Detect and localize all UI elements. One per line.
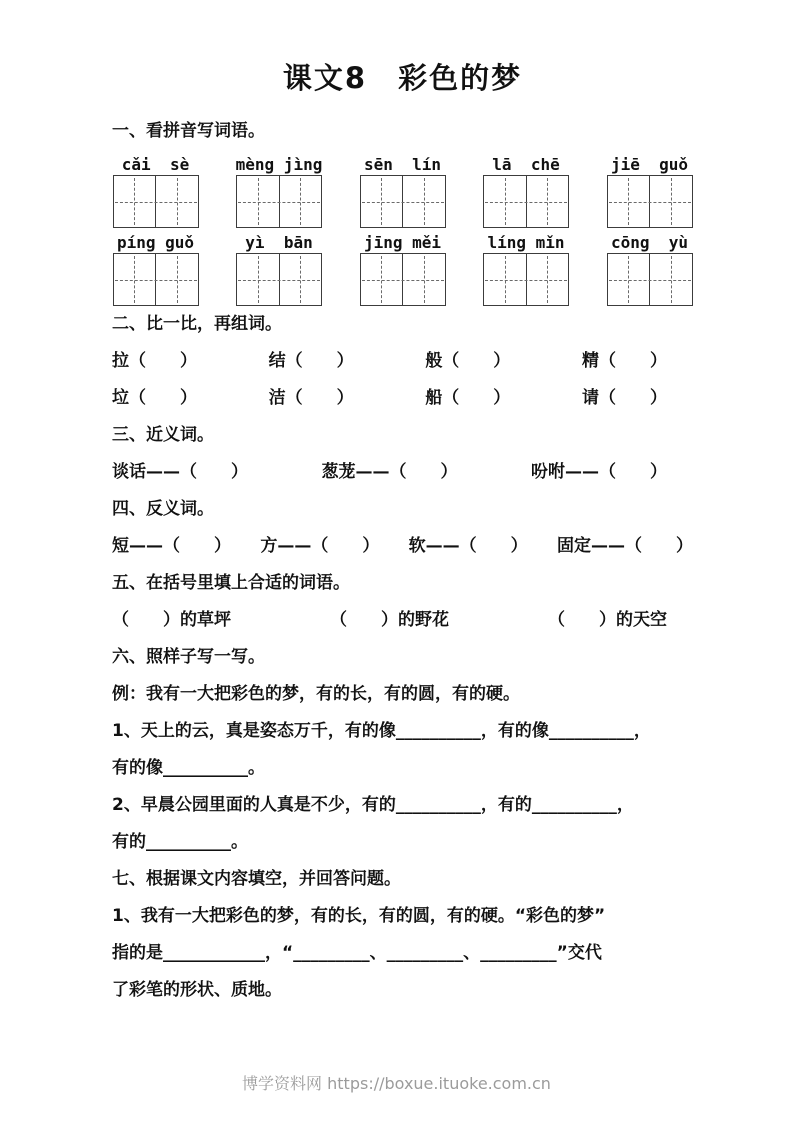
word-compare-item: 请（ ） <box>581 388 667 408</box>
tianzige-midline <box>609 280 691 281</box>
pinyin-label: yì bān <box>245 233 313 252</box>
section-6-q2-line2: 有的__________。 <box>112 832 248 852</box>
pinyin-label: líng mǐn <box>487 233 565 252</box>
section-6-example: 例：我有一大把彩色的梦，有的长，有的圆，有的硬。 <box>112 684 520 704</box>
section-6-heading: 六、照样子写一写。 <box>112 647 265 667</box>
tianzige-midline <box>238 202 320 203</box>
section-6-q2-line1: 2、早晨公园里面的人真是不少，有的__________，有的__________， <box>112 795 634 815</box>
tianzige-box <box>607 253 693 306</box>
pinyin-label: cǎi sè <box>121 155 190 174</box>
tianzige-box <box>360 175 446 228</box>
word-compare-item: 船（ ） <box>425 388 511 408</box>
footer-credit: 博学资料网 https://boxue.ituoke.com.cn <box>242 1074 551 1093</box>
pinyin-grid-row-2 <box>112 232 693 306</box>
section-3-row <box>112 454 693 491</box>
section-2-row-1 <box>112 343 693 380</box>
word-compare-item: 垃（ ） <box>112 388 197 408</box>
pinyin-label: cōng yù <box>610 233 689 252</box>
synonym-item: 吩咐——（ ） <box>531 462 667 482</box>
word-compare-item: 精（ ） <box>581 351 667 371</box>
tianzige-box <box>236 175 322 228</box>
pinyin-word-group <box>236 232 323 306</box>
tianzige-box <box>236 253 322 306</box>
tianzige-midline <box>609 202 691 203</box>
section-5-heading: 五、在括号里填上合适的词语。 <box>112 573 350 593</box>
pinyin-word-group <box>606 154 693 228</box>
pinyin-word-group <box>359 154 446 228</box>
section-1-heading: 一、看拼音写词语。 <box>112 121 265 141</box>
pinyin-label: jiē guǒ <box>610 155 689 174</box>
pinyin-label: lā chē <box>492 155 560 174</box>
pinyin-word-group <box>236 154 323 228</box>
pinyin-word-group <box>359 232 446 306</box>
antonym-item: 短——（ ） <box>112 536 231 556</box>
tianzige-midline <box>115 280 197 281</box>
pinyin-word-group <box>112 154 199 228</box>
section-5-row <box>112 602 693 639</box>
word-compare-item: 洁（ ） <box>268 388 354 408</box>
tianzige-box <box>607 175 693 228</box>
page-title: 课文8 彩色的梦 <box>282 61 523 95</box>
tianzige-box <box>483 253 569 306</box>
tianzige-box <box>113 175 199 228</box>
section-7-q1-line2: 指的是____________，“_________、_________、_________”交代 <box>112 943 602 963</box>
word-compare-item: 般（ ） <box>425 351 511 371</box>
section-2-row-2 <box>112 380 693 417</box>
section-4-row <box>112 528 693 565</box>
tianzige-box <box>483 175 569 228</box>
fill-phrase-item: （ ）的野花 <box>330 610 449 630</box>
section-7-q1-line3: 了彩笔的形状、质地。 <box>112 980 282 1000</box>
tianzige-midline <box>362 280 444 281</box>
word-compare-item: 结（ ） <box>268 351 354 371</box>
tianzige-midline <box>115 202 197 203</box>
tianzige-midline <box>485 202 567 203</box>
pinyin-word-group <box>606 232 693 306</box>
section-7-heading: 七、根据课文内容填空，并回答问题。 <box>112 869 401 889</box>
synonym-item: 葱茏——（ ） <box>321 462 458 482</box>
tianzige-box <box>113 253 199 306</box>
tianzige-midline <box>362 202 444 203</box>
antonym-item: 方——（ ） <box>260 536 380 556</box>
fill-phrase-item: （ ）的草坪 <box>112 610 231 630</box>
section-3-heading: 三、近义词。 <box>112 425 214 445</box>
pinyin-grid-row-1 <box>112 154 693 228</box>
section-6-q1-line2: 有的像__________。 <box>112 758 265 778</box>
pinyin-label: mèng jìng <box>235 155 323 174</box>
pinyin-label: sēn lín <box>363 155 442 174</box>
section-6-q1-line1: 1、天上的云，真是姿态万千，有的像__________，有的像__________， <box>112 721 651 741</box>
tianzige-midline <box>485 280 567 281</box>
fill-phrase-item: （ ）的天空 <box>548 610 667 630</box>
section-4-heading: 四、反义词。 <box>112 499 214 519</box>
section-7-q1-line1: 1、我有一大把彩色的梦，有的长，有的圆，有的硬。“彩色的梦” <box>112 906 606 926</box>
tianzige-box <box>360 253 446 306</box>
pinyin-word-group <box>483 154 570 228</box>
synonym-item: 谈话——（ ） <box>112 462 248 482</box>
section-2-heading: 二、比一比，再组词。 <box>112 314 282 334</box>
word-compare-item: 拉（ ） <box>112 351 197 371</box>
tianzige-midline <box>238 280 320 281</box>
pinyin-word-group <box>483 232 570 306</box>
pinyin-word-group <box>112 232 199 306</box>
antonym-item: 固定——（ ） <box>556 536 693 556</box>
antonym-item: 软——（ ） <box>408 536 528 556</box>
pinyin-label: píng guǒ <box>116 233 195 252</box>
pinyin-label: jīng měi <box>363 233 442 252</box>
